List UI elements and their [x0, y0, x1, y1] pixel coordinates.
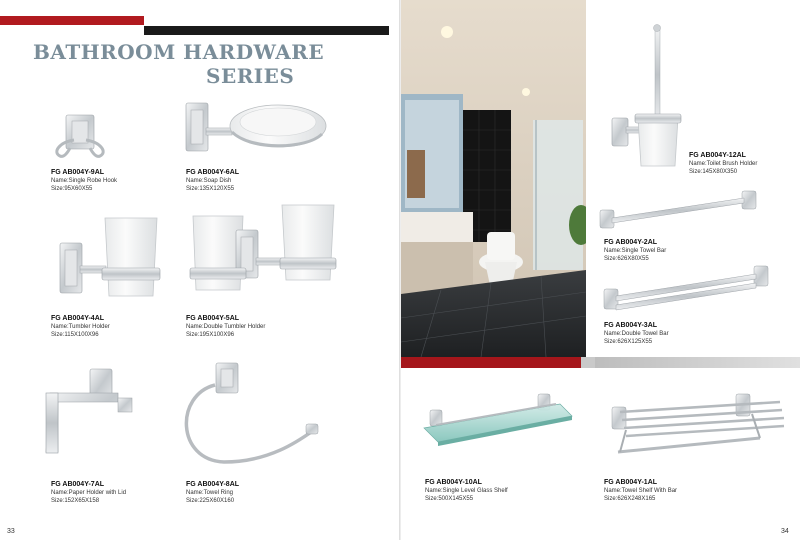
- product-robe-hook: [51, 168, 117, 193]
- product-name: Name:Single Towel Bar: [604, 248, 667, 254]
- product-towel-shelf: [604, 478, 677, 503]
- product-size: Size:626X248X165: [604, 496, 656, 502]
- product-tumbler-holder: [51, 314, 110, 339]
- product-double-towel-bar: [604, 321, 669, 346]
- product-size: Size:626X125X55: [604, 339, 653, 345]
- paper-holder-image: [46, 369, 132, 453]
- product-size: Size:626X80X55: [604, 256, 649, 262]
- product-code: FG AB004Y-4AL: [51, 315, 105, 322]
- robe-hook-image: [57, 115, 103, 156]
- page-number-right: 34: [781, 528, 789, 535]
- bathroom-photo: [401, 0, 586, 357]
- product-size: Size:135X120X55: [186, 186, 235, 192]
- single-towel-bar-image: [600, 191, 756, 228]
- divider-grey-gradient-bar: [595, 357, 800, 368]
- product-toilet-brush-holder: [689, 151, 757, 176]
- catalog-title-line-1: BATHROOM HARDWARE: [33, 40, 325, 64]
- product-name: Name:Toilet Brush Holder: [689, 161, 758, 167]
- product-name: Name:Double Towel Bar: [604, 331, 669, 337]
- tumbler-holder-image: [60, 218, 160, 296]
- towel-shelf-image: [612, 394, 784, 452]
- product-paper-holder: [51, 480, 126, 505]
- page-number-left: 33: [7, 528, 15, 535]
- product-name: Name:Towel Ring: [186, 490, 234, 496]
- product-code: FG AB004Y-5AL: [186, 315, 240, 322]
- product-size: Size:115X100X96: [51, 332, 99, 338]
- product-size: Size:152X65X158: [51, 498, 100, 504]
- bathroom-photo-illustration: [401, 0, 586, 357]
- product-glass-shelf: [425, 478, 508, 503]
- product-name: Name:Towel Shelf With Bar: [604, 488, 678, 494]
- product-name: Name:Soap Dish: [186, 178, 232, 184]
- soap-dish-image: [186, 103, 326, 151]
- product-double-tumbler-holder: [186, 314, 265, 339]
- product-code: FG AB004Y-8AL: [186, 481, 240, 488]
- product-name: Name:Single Level Glass Shelf: [425, 488, 508, 494]
- product-towel-ring: [186, 480, 239, 505]
- product-size: Size:500X145X55: [425, 496, 474, 502]
- glass-shelf-image: [424, 394, 572, 446]
- double-towel-bar-image: [604, 266, 768, 310]
- product-name: Name:Double Tumbler Holder: [186, 324, 266, 330]
- product-code: FG AB004Y-2AL: [604, 239, 658, 246]
- product-single-towel-bar: [604, 238, 666, 263]
- product-name: Name:Single Robe Hook: [51, 178, 118, 184]
- product-code: FG AB004Y-9AL: [51, 169, 105, 176]
- product-size: Size:225X60X160: [186, 498, 235, 504]
- toilet-brush-holder-image: [612, 25, 681, 167]
- product-name: Name:Tumbler Holder: [51, 324, 110, 330]
- product-size: Size:195X100X96: [186, 332, 235, 338]
- towel-ring-image: [186, 363, 318, 462]
- product-code: FG AB004Y-10AL: [425, 479, 482, 486]
- divider-red-bar: [401, 357, 581, 368]
- product-soap-dish: [186, 168, 239, 193]
- product-name: Name:Paper Holder with Lid: [51, 490, 127, 496]
- product-code: FG AB004Y-3AL: [604, 322, 658, 329]
- double-tumbler-holder-image: [190, 205, 336, 290]
- product-size: Size:95X60X55: [51, 186, 93, 192]
- product-code: FG AB004Y-12AL: [689, 152, 746, 159]
- product-code: FG AB004Y-6AL: [186, 169, 240, 176]
- product-size: Size:145X80X350: [689, 169, 738, 175]
- product-code: FG AB004Y-7AL: [51, 481, 105, 488]
- catalog-title-line-2: SERIES: [206, 64, 295, 88]
- product-code: FG AB004Y-1AL: [604, 479, 658, 486]
